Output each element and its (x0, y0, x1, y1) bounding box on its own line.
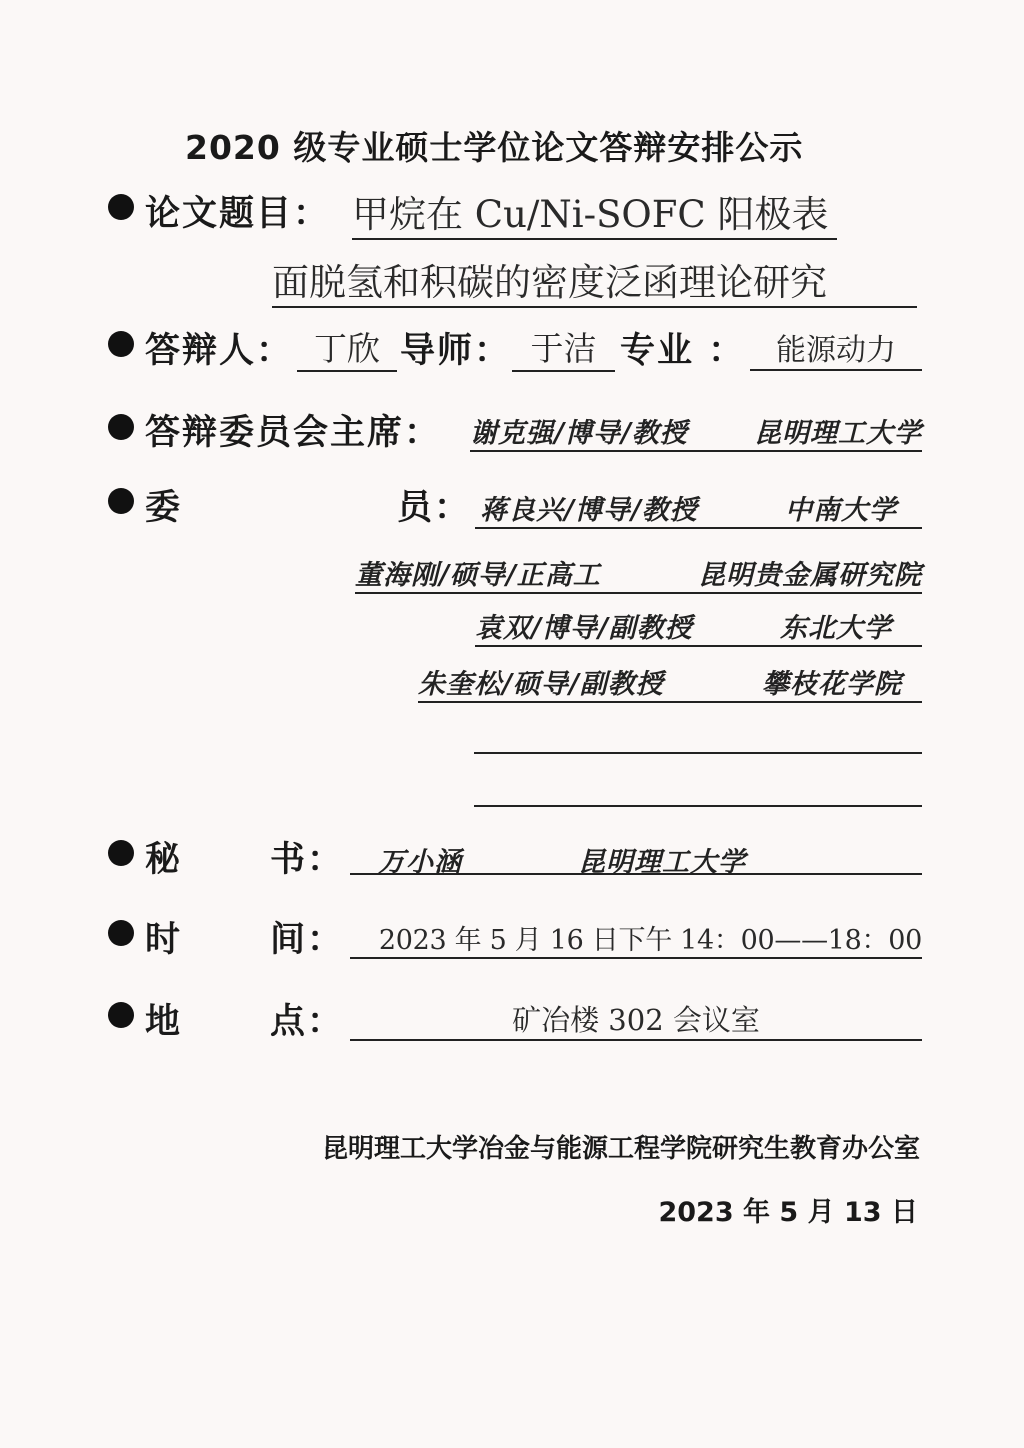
time-label-right: 间： (270, 920, 345, 960)
bullet-icon (108, 920, 134, 946)
page-title: 2020 级专业硕士学位论文答辩安排公示 (185, 128, 804, 167)
bullet-icon (108, 488, 134, 514)
thesis-title-line2: 面脱氢和积碳的密度泛函理论研究 (272, 252, 917, 308)
member-org: 中南大学 (785, 495, 897, 526)
member-name: 朱奎松/硕导/副教授 (418, 669, 664, 700)
secretary-name: 万小涵 (378, 847, 462, 878)
issuing-office: 昆明理工大学冶金与能源工程学院研究生教育办公室 (321, 1134, 920, 1164)
major-value: 能源动力 (750, 325, 922, 371)
secretary-org: 昆明理工大学 (578, 847, 746, 878)
blank-member-line (474, 805, 922, 807)
bullet-icon (108, 414, 134, 440)
member-name: 袁双/博导/副教授 (475, 613, 693, 644)
member-row (475, 488, 922, 529)
member-org: 攀枝花学院 (762, 669, 902, 700)
member-org: 东北大学 (780, 613, 892, 644)
respondent-value: 丁欣 (297, 323, 397, 372)
respondent-label: 答辩人： (145, 331, 294, 371)
time-value: 2023 年 5 月 16 日下午 14：00——18：00 (350, 918, 922, 959)
chair-name: 谢克强/博导/教授 (470, 418, 688, 449)
secretary-label-left: 秘 (145, 840, 183, 880)
thesis-title-line1: 甲烷在 Cu/Ni-SOFC 阳极表 (352, 184, 837, 240)
bullet-icon (108, 331, 134, 357)
bullet-icon (108, 840, 134, 866)
place-label-right: 点： (270, 1002, 345, 1042)
advisor-value: 于洁 (512, 323, 615, 372)
place-value: 矿冶楼 302 会议室 (350, 998, 922, 1041)
member-row (418, 662, 922, 703)
bullet-icon (108, 1002, 134, 1028)
major-label: 专业 ： (620, 331, 746, 371)
members-label-right: 员： (397, 488, 472, 528)
blank-member-line (474, 752, 922, 754)
member-name: 董海刚/硕导/正高工 (355, 560, 601, 591)
issue-date: 2023 年 5 月 13 日 (658, 1197, 918, 1228)
place-label-left: 地 (145, 1002, 183, 1042)
secretary-line (350, 840, 922, 878)
members-label-left: 委 (145, 488, 183, 528)
chair-line (470, 411, 922, 452)
bullet-icon (108, 194, 134, 220)
member-org: 昆明贵金属研究院 (698, 560, 922, 591)
chair-label: 答辩委员会主席： (145, 413, 442, 453)
advisor-label: 导师： (400, 331, 512, 371)
secretary-label-right: 书： (270, 840, 345, 880)
member-row (355, 553, 922, 594)
member-row (475, 606, 922, 647)
member-name: 蒋良兴/博导/教授 (480, 495, 698, 526)
chair-org: 昆明理工大学 (754, 418, 922, 449)
thesis-label: 论文题目： (145, 194, 331, 234)
time-label-left: 时 (145, 920, 183, 960)
